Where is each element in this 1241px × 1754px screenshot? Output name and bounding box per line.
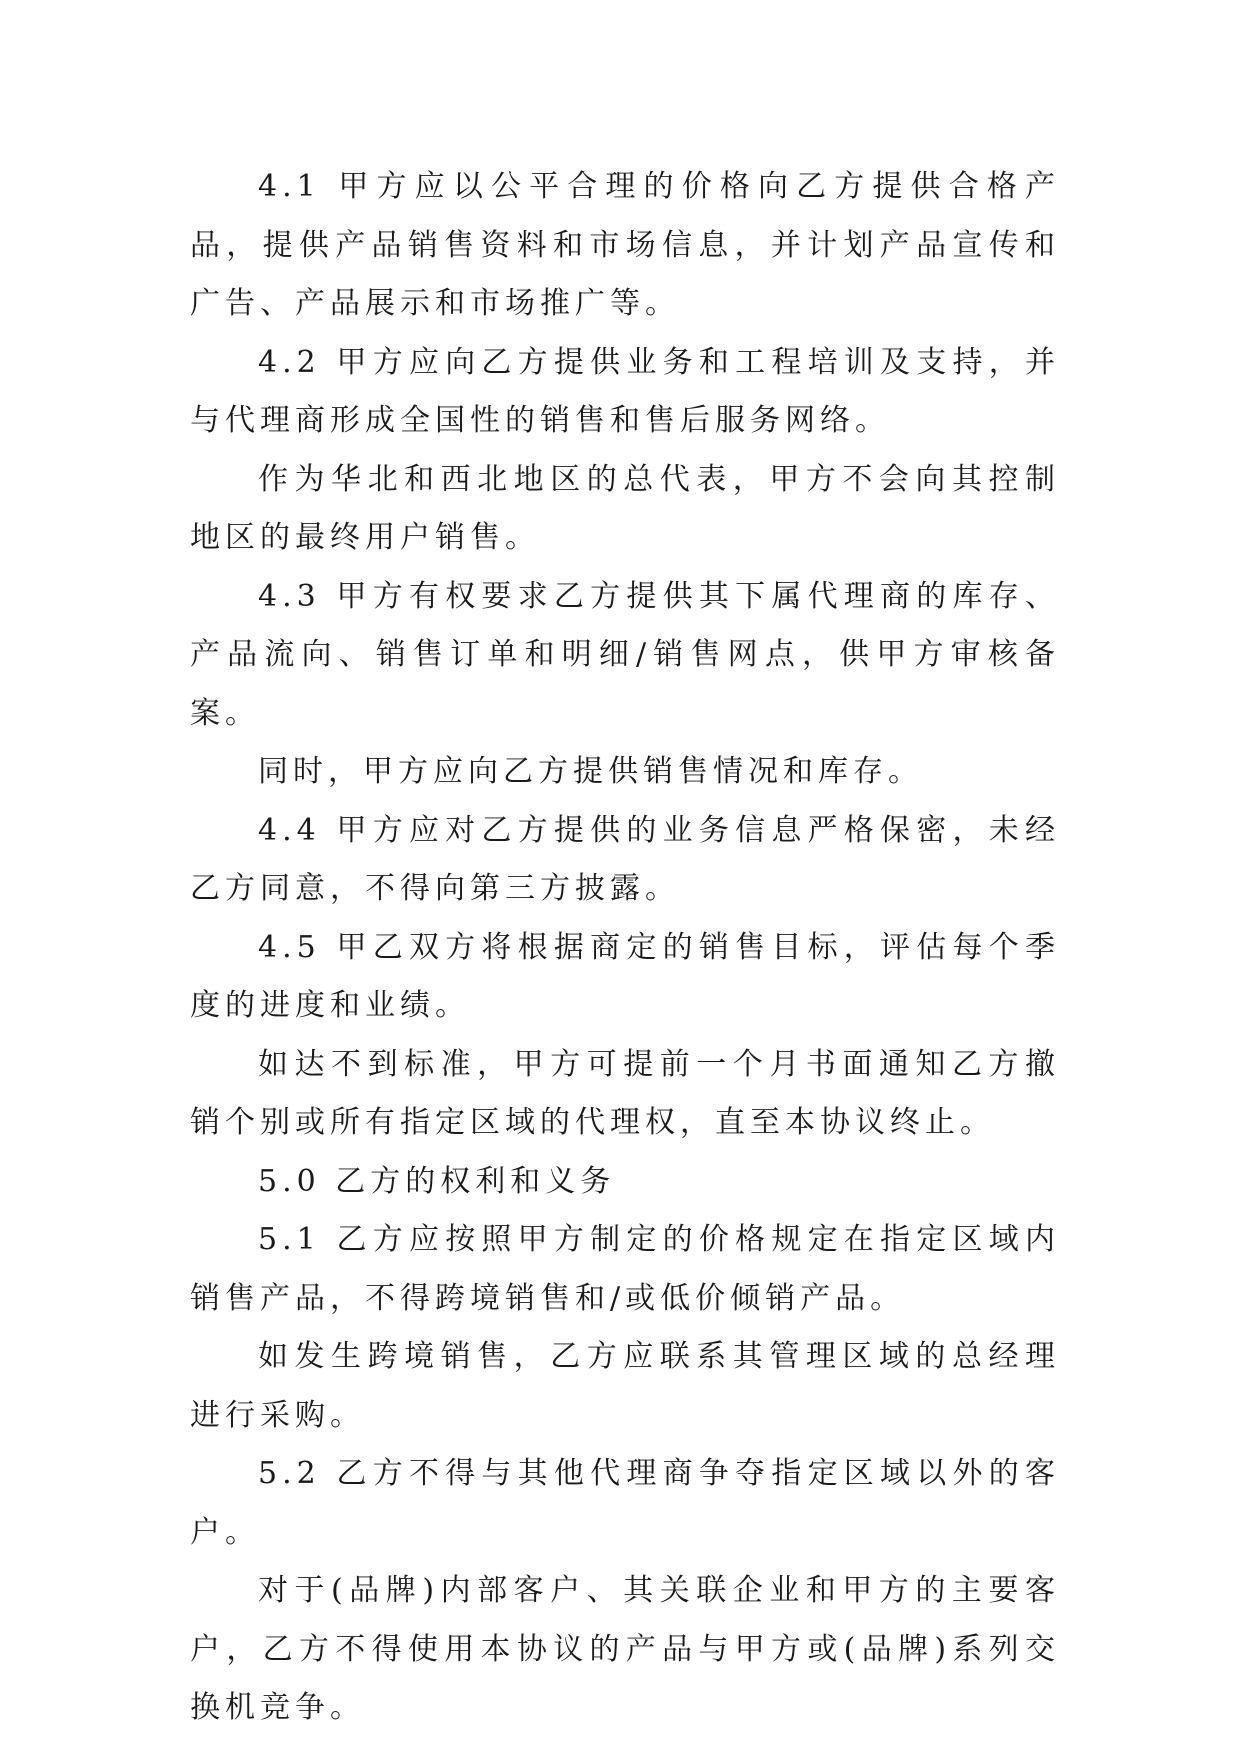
clause-5-1-note: 如发生跨境销售，乙方应联系其管理区域的总经理进行采购。: [190, 1339, 1060, 1433]
clause-4-5: 4.5 甲乙双方将根据商定的销售目标，评估每个季度的进度和业绩。: [190, 929, 1060, 1023]
clause-4-2: 4.2 甲方应向乙方提供业务和工程培训及支持，并与代理商形成全国性的销售和售后服务网络。: [190, 344, 1060, 438]
clause-4-5-note: 如达不到标准，甲方可提前一个月书面通知乙方撤销个别或所有指定区域的代理权，直至本协议终止。: [190, 1046, 1060, 1140]
document-body: [190, 158, 1060, 1738]
clause-5-2-note: 对于(品牌)内部客户、其关联企业和甲方的主要客户，乙方不得使用本协议的产品与甲方或(品牌)系列交换机竞争。: [190, 1573, 1060, 1725]
clause-5-2: 5.2 乙方不得与其他代理商争夺指定区域以外的客户。: [190, 1456, 1060, 1550]
clause-4-3: 4.3 甲方有权要求乙方提供其下属代理商的库存、产品流向、销售订单和明细/销售网点，供甲方审核备案。: [190, 578, 1060, 731]
clause-5-1: 5.1 乙方应按照甲方制定的价格规定在指定区域内销售产品，不得跨境销售和/或低价倾销产品。: [190, 1222, 1060, 1316]
clause-4-4: 4.4 甲方应对乙方提供的业务信息严格保密，未经乙方同意，不得向第三方披露。: [190, 812, 1060, 906]
clause-4-3-note: 同时，甲方应向乙方提供销售情况和库存。: [258, 754, 923, 789]
clause-4-1: 4.1 甲方应以公平合理的价格向乙方提供合格产品，提供产品销售资料和市场信息，并计划产品宣传和广告、产品展示和市场推广等。: [190, 169, 1060, 321]
section-5-heading: 5.0 乙方的权利和义务: [258, 1163, 616, 1199]
clause-4-2-note: 作为华北和西北地区的总代表，甲方不会向其控制地区的最终用户销售。: [190, 461, 1060, 555]
